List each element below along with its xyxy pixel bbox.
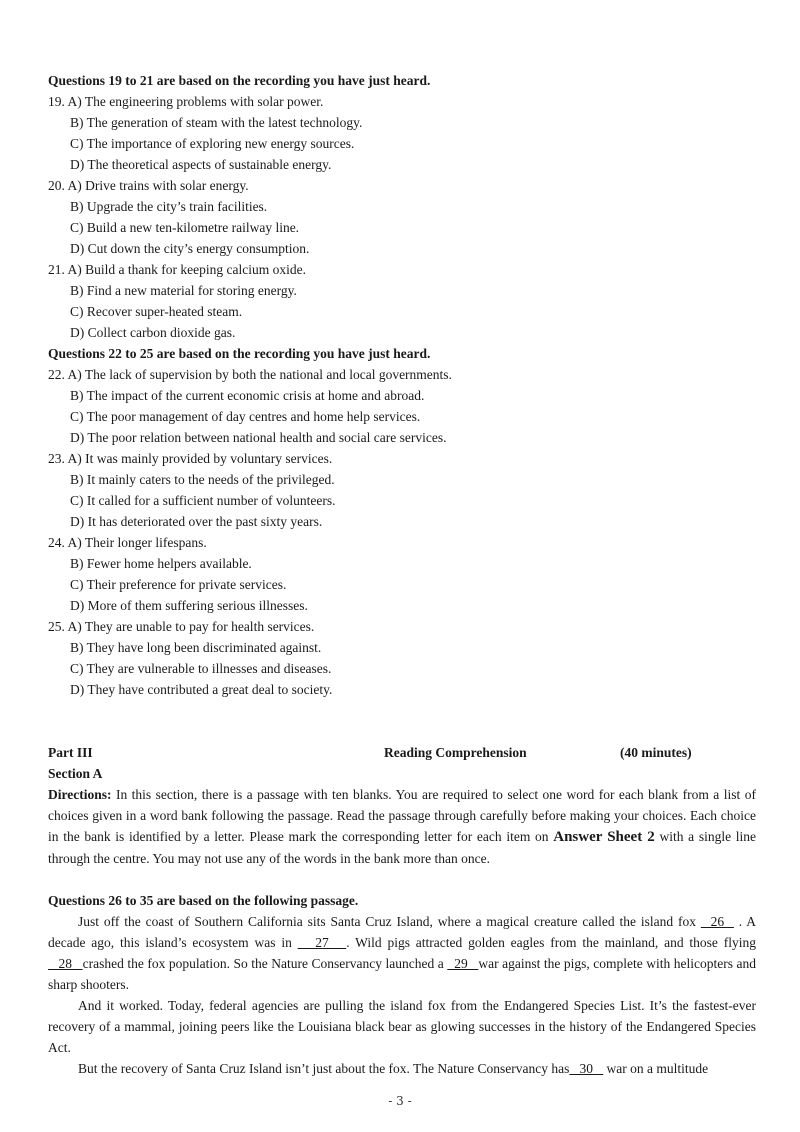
question-23-option-b: B) It mainly caters to the needs of the privileged. (70, 472, 335, 487)
section-gap (48, 700, 756, 742)
question-21-option-b: B) Find a new material for storing energy. (70, 283, 297, 298)
question-number: 19. (48, 94, 65, 109)
blank-30: 30 (569, 1061, 604, 1076)
question-group-heading: Questions 19 to 21 are based on the recording you have just heard. (48, 73, 431, 88)
question-21-option-c: C) Recover super-heated steam. (70, 304, 243, 319)
question-group-heading: Questions 22 to 25 are based on the recording you have just heard. (48, 346, 431, 361)
question-24-option-d: D) More of them suffering serious illnesses. (70, 598, 308, 613)
question-25-option-c: C) They are vulnerable to illnesses and diseases. (70, 661, 332, 676)
exam-page (48, 70, 756, 1079)
question-24-option-a: 24. A) Their longer lifespans. (48, 535, 207, 550)
question-number: 25. (48, 619, 65, 634)
part-title: Reading Comprehension (384, 745, 527, 760)
part-time: (40 minutes) (620, 745, 692, 760)
section-title: Section A (48, 766, 103, 781)
passage-body (48, 911, 756, 1079)
question-23-option-c: C) It called for a sufficient number of volunteers. (70, 493, 336, 508)
question-number: 22. (48, 367, 65, 382)
blank-26: 26 (700, 914, 734, 929)
page-number: - 3 - (388, 1094, 412, 1108)
question-20-option-a: 20. A) Drive trains with solar energy. (48, 178, 249, 193)
question-22-option-b: B) The impact of the current economic crisis at home and abroad. (70, 388, 425, 403)
section-gap (48, 869, 756, 890)
part-label: Part III (48, 745, 93, 760)
part-heading (48, 742, 756, 763)
question-25-option-b: B) They have long been discriminated against. (70, 640, 322, 655)
question-21-option-d: D) Collect carbon dioxide gas. (70, 325, 236, 340)
blank-27: 27 (297, 935, 347, 950)
question-22-option-c: C) The poor management of day centres and home help services. (70, 409, 421, 424)
question-number: 20. (48, 178, 65, 193)
question-24-option-c: C) Their preference for private services. (70, 577, 287, 592)
blank-29: 29 (447, 956, 479, 971)
question-number: 23. (48, 451, 65, 466)
question-number: 24. (48, 535, 65, 550)
directions-label: Directions: (48, 787, 112, 802)
blank-28: 28 (48, 956, 83, 971)
directions: Directions: In this section, there is a passage with ten blanks. You are required to select one word for each blank from a list of choices given in a word bank following the passage. Read the passage through carefully before making your choices. Each choice in the bank is identified by a letter. Please mark the corresponding letter for each item on Answer Sheet 2 with a single line through the centre. You may not use any of the words in the bank more than once. (48, 787, 757, 866)
question-number: 21. (48, 262, 65, 277)
question-21-option-a: 21. A) Build a thank for keeping calcium oxide. (48, 262, 306, 277)
question-20-option-c: C) Build a new ten-kilometre railway line. (70, 220, 300, 235)
question-22-option-a: 22. A) The lack of supervision by both the national and local governments. (48, 367, 452, 382)
question-23-option-a: 23. A) It was mainly provided by voluntary services. (48, 451, 333, 466)
question-19-option-a: 19. A) The engineering problems with solar power. (48, 94, 324, 109)
passage-heading: Questions 26 to 35 are based on the following passage. (48, 893, 359, 908)
question-19-option-c: C) The importance of exploring new energy sources. (70, 136, 355, 151)
question-23-option-d: D) It has deteriorated over the past sixty years. (70, 514, 323, 529)
passage-paragraph-1: Just off the coast of Southern California sits Santa Cruz Island, where a magical creature called the island fox 26 . A decade ago, this island’s ecosystem was in 27 . Wild pigs attracted golden eagles from the mainland, and those flying 28 crashed the fox population. So the Nature Conservancy launched a 29 war against the pigs, complete with helicopters and sharp shooters. (48, 914, 757, 992)
answer-sheet-label: Answer Sheet 2 (553, 829, 655, 845)
question-19-option-d: D) The theoretical aspects of sustainable energy. (70, 157, 332, 172)
question-22-option-d: D) The poor relation between national health and social care services. (70, 430, 447, 445)
question-25-option-d: D) They have contributed a great deal to society. (70, 682, 333, 697)
question-20-option-b: B) Upgrade the city’s train facilities. (70, 199, 268, 214)
question-25-option-a: 25. A) They are unable to pay for health services. (48, 619, 315, 634)
question-19-option-b: B) The generation of steam with the latest technology. (70, 115, 363, 130)
question-20-option-d: D) Cut down the city’s energy consumption. (70, 241, 310, 256)
passage-paragraph-3: But the recovery of Santa Cruz Island isn’t just about the fox. The Nature Conservancy has 30 war on a multitude (78, 1061, 709, 1076)
passage-paragraph-2: And it worked. Today, federal agencies are pulling the island fox from the Endangered Species List. It’s the fastest-ever recovery of a mammal, joining peers like the Louisiana black bear as glowing successes in the history of the Endangered Species Act. (48, 998, 756, 1055)
question-24-option-b: B) Fewer home helpers available. (70, 556, 252, 571)
